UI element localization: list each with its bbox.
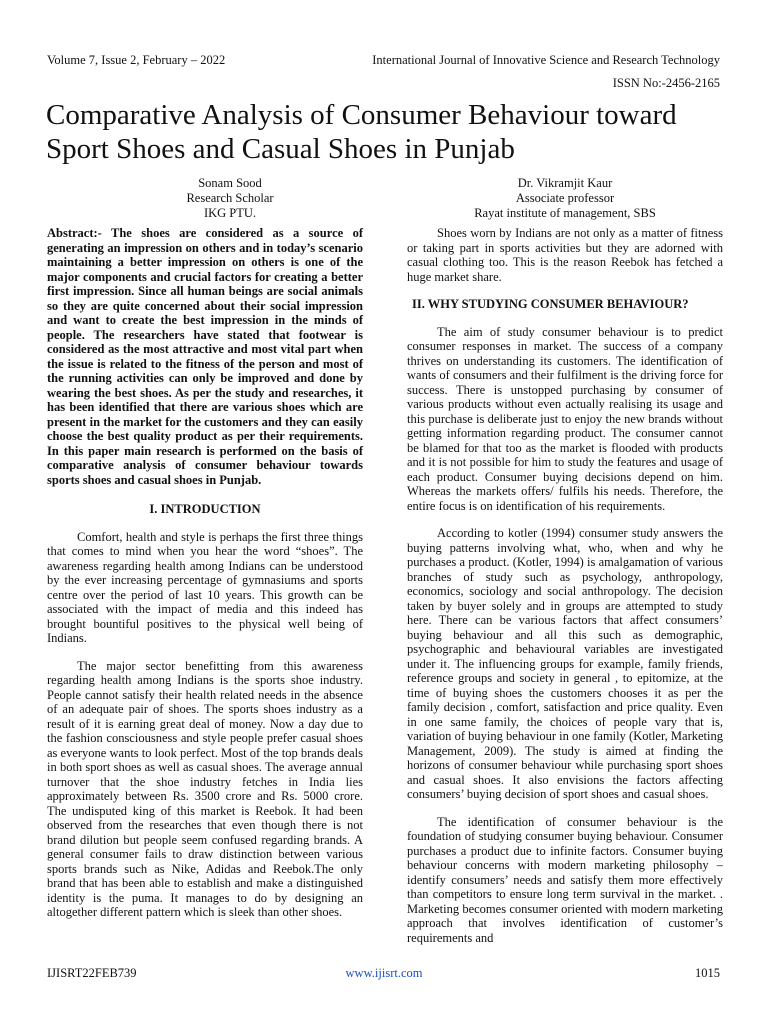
author-block-2 xyxy=(400,176,730,221)
author-name: Sonam Sood xyxy=(198,176,262,190)
footer-page-number: 1015 xyxy=(695,966,720,980)
why-paragraph-3: The identification of consumer behaviour is the foundation of studying consumer buying behaviour. Consumer purchases a product due to infinite factors. Consumer buying behaviour concerns with modern marketing philosophy – identify consumers’ needs and satisfy them more effectively than competitors to ensure long term survival in the market. . Marketing becomes consumer oriented with modern marketing approach that involves identification of customer’s requirements and xyxy=(407,814,723,945)
author-affiliation: IKG PTU. xyxy=(203,206,257,220)
author-affiliation: Rayat institute of management, SBS xyxy=(474,206,656,220)
section-heading-introduction: I. INTRODUCTION xyxy=(149,502,261,516)
header-volume: Volume 7, Issue 2, February – 2022 xyxy=(47,53,226,67)
section-heading-why: II. WHY STUDYING CONSUMER BEHAVIOUR? xyxy=(412,297,689,311)
header-journal: International Journal of Innovative Science and Research Technology xyxy=(372,53,720,67)
author-role: Associate professor xyxy=(515,191,615,205)
footer-website-link[interactable]: www.ijisrt.com xyxy=(345,966,423,980)
abstract: Abstract:- The shoes are considered as a source of generating an impression on others and in today’s scenario maintaining a better impression on others is one of the major components and crucial factors for creating a better first impression. Since all human beings are social animals so they are quite concerned about their social impression and want to create the best impression in the minds of people. The researchers have stated that footwear is considered as the most attractive and most vital part when the issue is related to the fitness of the person and most of the running activities can only be improved and done by wearing the best shoes. As per the study and researches, it has been identified that there are various shoes which are present in the market for the customers and they can easily choose the best quality product as per their requirements. In this paper main research is performed on the basis of comparative analysis of consumer behaviour towards sports shoes and casual shoes in Punjab. xyxy=(47,226,363,487)
right-column xyxy=(407,226,723,958)
author-name: Dr. Vikramjit Kaur xyxy=(517,176,613,190)
author-role: Research Scholar xyxy=(186,191,274,205)
why-paragraph-1: The aim of study consumer behaviour is to predict consumer responses in market. The success of a company thrives on understanding its customers. The identification of wants of consumers and their fulfilment is the driving force for success. There is unstopped purchasing by consumer of various products without even actually realising its usage and this purchase is deliberate just to enjoy the new brands without getting information regarding product. The consumer cannot be blamed for that too as the market is flooded with products and it is not possible for him to study the features and usage of each product. Consumer buying decisions depend on him. Whereas the markets offers/ fulfils his needs. Therefore, the entire focus is on identification of his requirements. xyxy=(407,324,723,513)
footer-code: IJISRT22FEB739 xyxy=(47,966,137,980)
intro-paragraph-2: The major sector benefitting from this awareness regarding health among Indians is the sports shoe industry. People cannot satisfy their health related needs in the absence of an adequate pair of shoes. The sports shoes industry as a result of it is earning great deal of money. Now a day due to the fashion consciousness and style people prefer casual shoes as everyone wants to look perfect. Most of the top brands deals in both sport shoes as well as casual shoes. The average annual turnover that the shoe industry fetches in India lies approximately between Rs. 3500 crore and Rs. 5000 crore. The undisputed king of this market is Reebok. It had been observed from the researches that even though there is not brand dilution but people seem confused regarding brands. A general consumer fails to draw distinction between various sports brands such as Nike, Adidas and Reebok.The only brand that has been able to establish and make a distinguished identity is the puma. It manages to do by designing an altogether different pattern which is sleek than other shoes. xyxy=(47,658,363,919)
intro-paragraph-1: Comfort, health and style is perhaps the first three things that comes to mind when you hear the word “shoes”. The awareness regarding health among Indians can be understood by the ever increasing percentage of gymnasiums and sports centre over the period of last 10 years. This growth can be associated with the impact of media and this indeed has brought bountiful positives to the physical well being of Indians. xyxy=(47,529,363,645)
paper-title: Comparative Analysis of Consumer Behaviour toward Sport Shoes and Casual Shoes in Punjab xyxy=(46,99,677,165)
left-column xyxy=(47,226,363,933)
right-paragraph-1: Shoes worn by Indians are not only as a matter of fitness or taking part in sports activities but they are adorned with casual clothing too. This is the reason Reebok has fetched a huge market share. xyxy=(407,226,723,284)
author-block-1 xyxy=(130,176,330,221)
why-paragraph-2: According to kotler (1994) consumer study answers the buying patterns involving what, who, when and why he purchases a product. (Kotler, 1994) is amalgamation of various branches of study such as psychology, anthropology, economics, sociology and social anthropology. The decision taken by buyer solely and in groups are attempted to study here. There can be various factors that affect consumers’ buying behaviour and all this such as demographic, psychographic and behavioural variables are investigated under it. The influencing groups for example, family friends, reference groups and society in general , to epitomize, at the time of buying shoes the customers chooses it as per the family decision , comfort, satisfaction and price quality. Even in one same family, the choices of people vary that is, variation of buying behaviour in one family (Kotler, Marketing Management, 2009). The study is aimed at finding the horizons of consumer behaviour while purchasing sport shoes and casual shoes. It also envisions the factors affecting consumers’ buying decision of sport shoes and casual shoes. xyxy=(407,526,723,801)
header-issn: ISSN No:-2456-2165 xyxy=(612,76,720,90)
